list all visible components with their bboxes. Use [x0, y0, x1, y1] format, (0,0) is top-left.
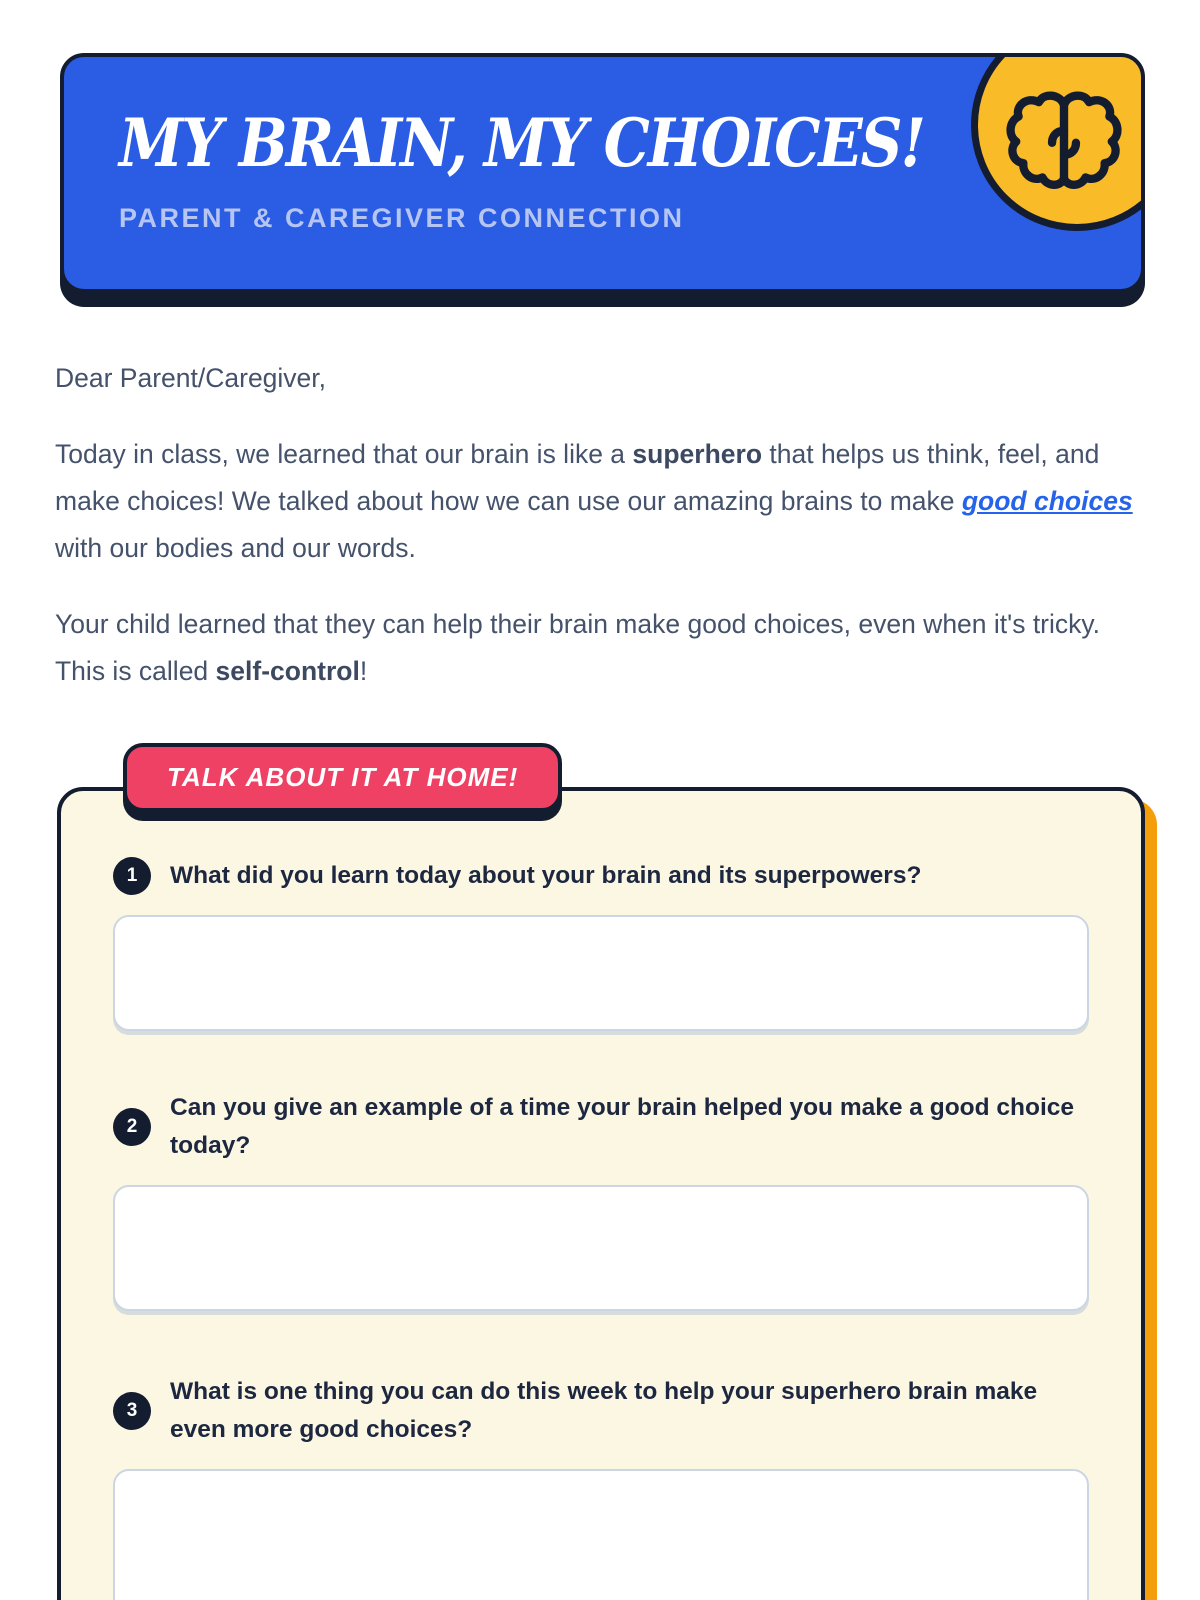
answer-input-2[interactable]: [113, 1185, 1089, 1311]
paragraph-2-text: Your child learned that they can help their brain make good choices, even when it's tricky. This is called: [55, 609, 1101, 686]
question-block-3: [113, 1373, 1089, 1600]
paragraph-1-text: with our bodies and our words.: [55, 533, 416, 563]
answer-input-1[interactable]: [113, 915, 1089, 1031]
talk-pill: [123, 743, 562, 812]
question-row-2: [113, 1089, 1089, 1165]
page-title: MY BRAIN, MY CHOICES!: [119, 103, 924, 183]
paragraph-1-text: that helps us think, feel, and make choices! We talked about how we can use our amazing brains to make: [55, 439, 1100, 516]
question-number-badge-2: 2: [113, 1108, 151, 1146]
question-block-2: [113, 1089, 1089, 1311]
paragraph-2-text: !: [359, 656, 368, 686]
answer-input-3[interactable]: [113, 1469, 1089, 1600]
paragraph-1: [55, 431, 1142, 572]
greeting: Dear Parent/Caregiver,: [55, 363, 327, 393]
talk-pill-label: TALK ABOUT IT AT HOME!: [167, 762, 519, 792]
page-subtitle: PARENT & CAREGIVER CONNECTION: [119, 203, 685, 233]
talk-card: [57, 762, 1145, 1600]
question-text-1: What did you learn today about your brain and its superpowers?: [170, 862, 922, 889]
question-text-3: What is one thing you can do this week to help your superhero brain make even more good choices?: [170, 1378, 1038, 1443]
good-choices-link[interactable]: good choices: [961, 486, 1133, 516]
question-number-badge-3: 3: [113, 1392, 151, 1430]
brain-icon: [1003, 83, 1125, 193]
paragraph-2: [55, 601, 1142, 695]
superhero-bold-text: superhero: [632, 439, 763, 469]
question-row-3: [113, 1373, 1089, 1449]
question-text-2: Can you give an example of a time your brain helped you make a good choice today?: [170, 1094, 1075, 1159]
question-row-1: [113, 857, 1089, 895]
letter-body: [55, 355, 1142, 695]
header-banner: [60, 53, 1145, 293]
paragraph-1-text: Today in class, we learned that our brain is like a: [55, 439, 633, 469]
question-block-1: [113, 857, 1089, 1031]
question-number-badge-1: 1: [113, 857, 151, 895]
self-control-bold-text: self-control: [215, 656, 360, 686]
